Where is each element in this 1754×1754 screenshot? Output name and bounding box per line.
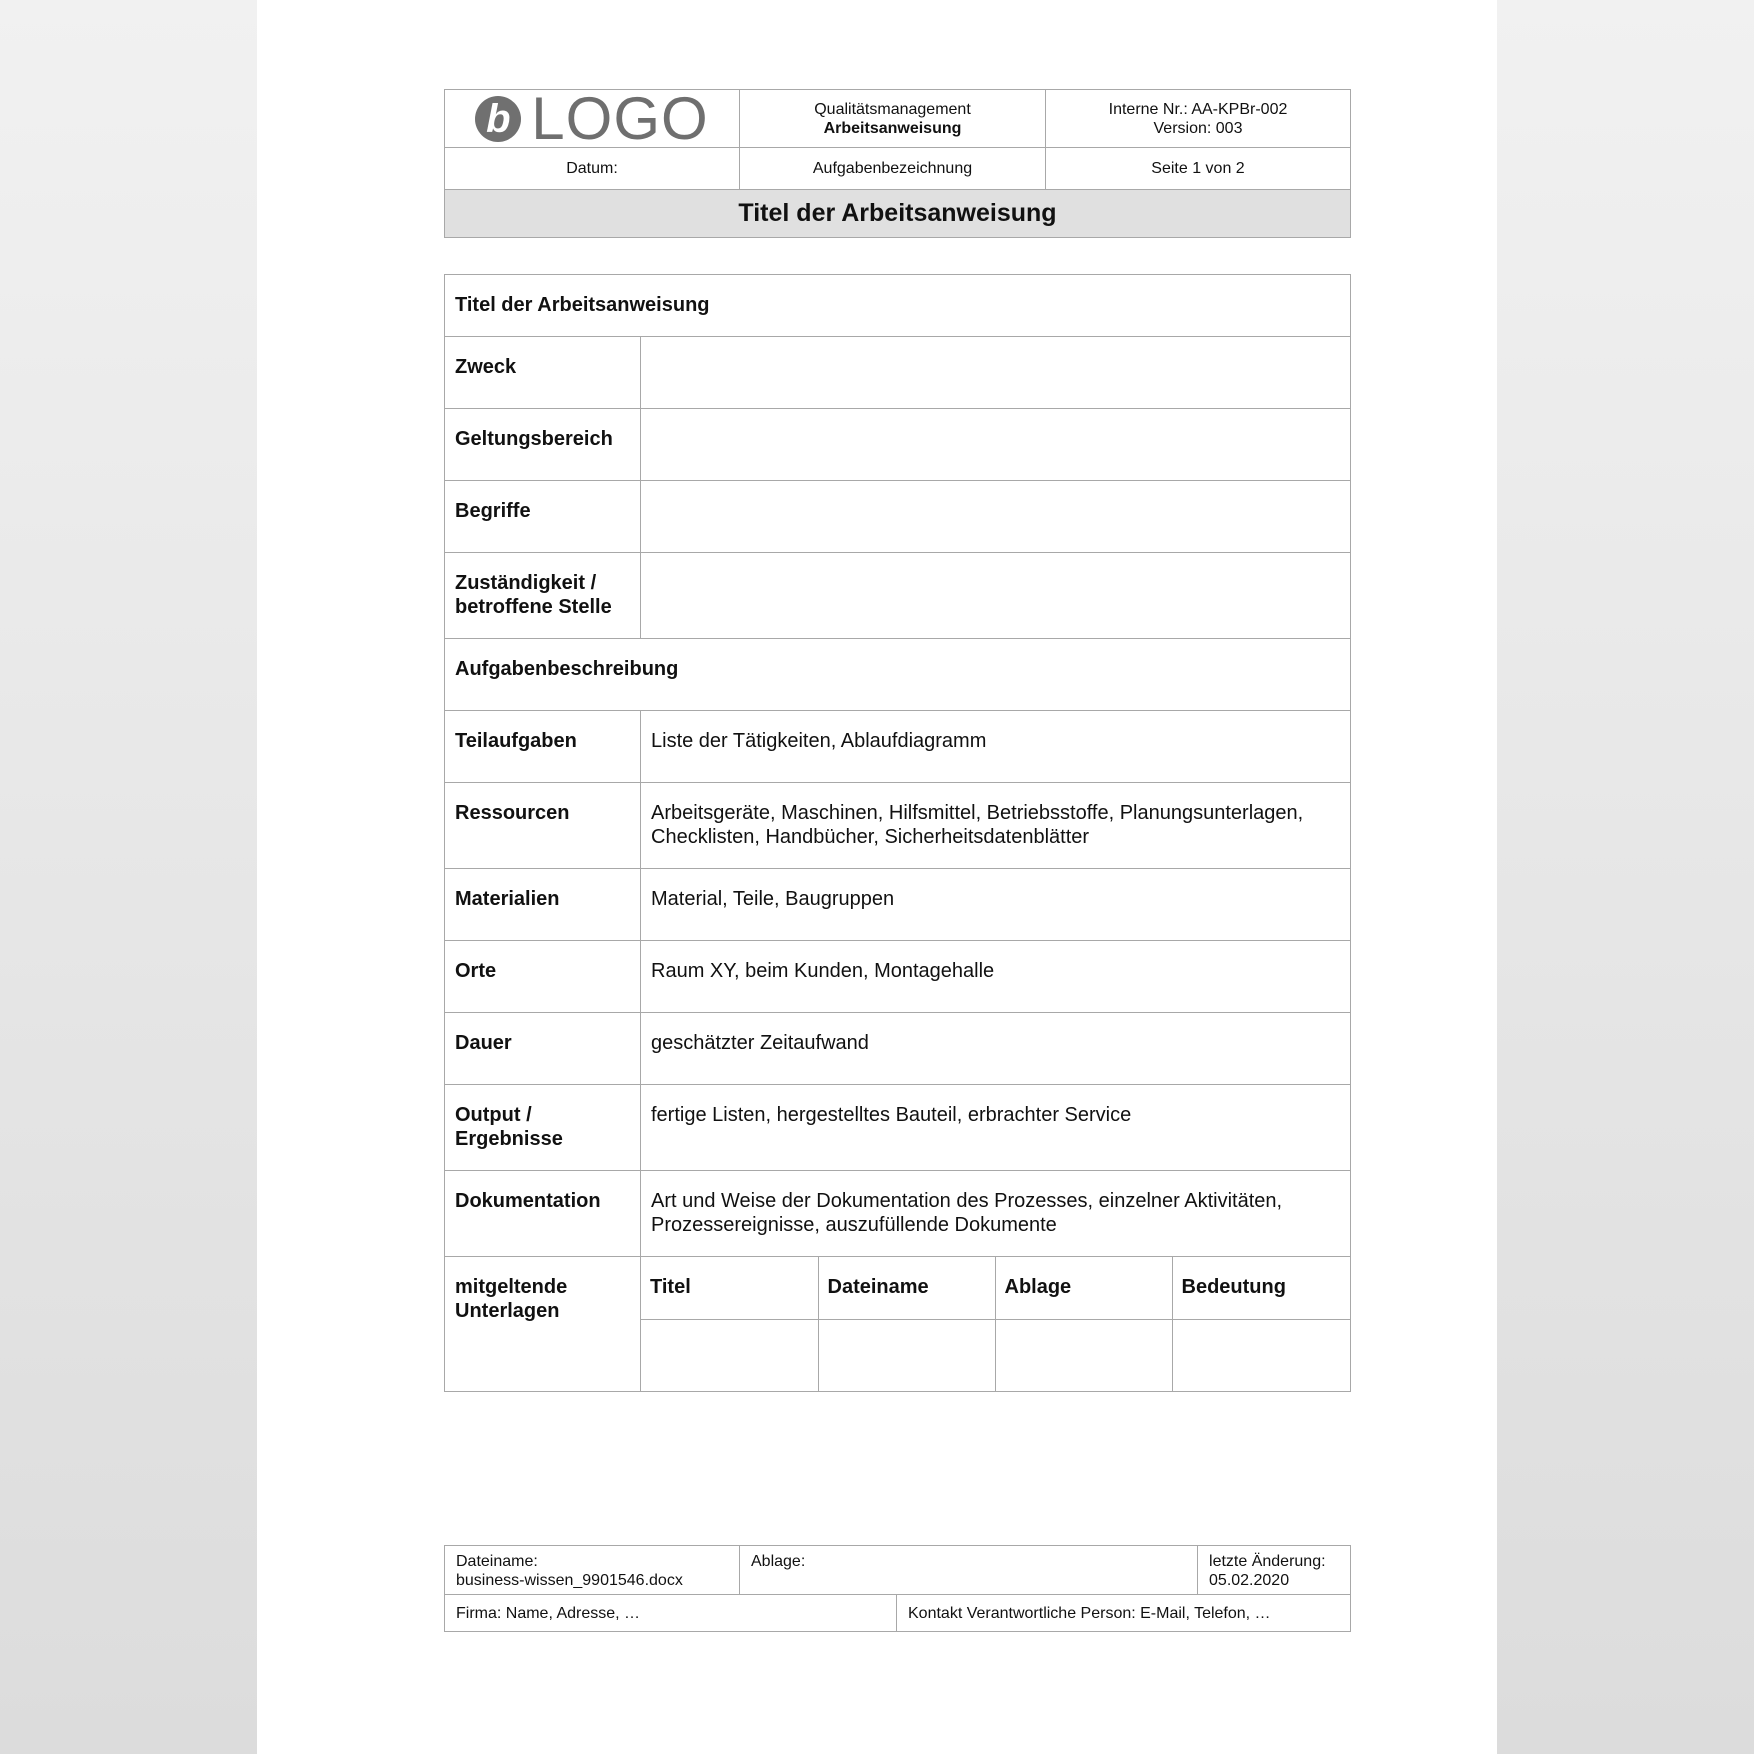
task-label: Aufgabenbezeichnung xyxy=(740,148,1046,190)
begriffe-label: Begriffe xyxy=(445,481,641,553)
version: Version: 003 xyxy=(1153,119,1243,137)
zweck-label: Zweck xyxy=(445,337,641,409)
logo-text: LOGO xyxy=(531,84,709,152)
dateiname-value: business-wissen_9901546.docx xyxy=(456,1572,683,1589)
zustaendigkeit-line-2: betroffene Stelle xyxy=(455,596,612,618)
logo-cell xyxy=(445,84,740,152)
mitgeltende-line-2: Unterlagen xyxy=(455,1300,560,1322)
ressourcen-label: Ressourcen xyxy=(445,783,641,869)
header-table xyxy=(444,84,1351,238)
zustaendigkeit-field[interactable] xyxy=(641,553,1351,639)
kontakt-cell: Kontakt Verantwortliche Person: E-Mail, Telefon, … xyxy=(897,1595,1351,1632)
zweck-field[interactable] xyxy=(641,337,1351,409)
qm-label: Qualitätsmanagement xyxy=(814,100,971,118)
date-label: Datum: xyxy=(445,148,740,190)
dokumentation-label: Dokumentation xyxy=(445,1171,641,1257)
aenderung-value: 05.02.2020 xyxy=(1209,1572,1290,1589)
dateiname-label: Dateiname: xyxy=(456,1553,538,1570)
ablage-cell xyxy=(740,1546,1198,1595)
page-indicator: Seite 1 von 2 xyxy=(1046,148,1351,190)
sub-cell-ablage[interactable] xyxy=(995,1319,1172,1391)
ablage-label: Ablage: xyxy=(751,1553,806,1570)
teilaufgaben-label: Teilaufgaben xyxy=(445,711,641,783)
dokumentation-line-2: Prozessereignisse, auszufüllende Dokumente xyxy=(651,1214,1057,1236)
mitgeltende-line-1: mitgeltende xyxy=(455,1276,568,1298)
work-instruction-table xyxy=(444,274,1351,1392)
begriffe-field[interactable] xyxy=(641,481,1351,553)
dateiname-cell xyxy=(445,1546,740,1595)
sub-header-bedeutung: Bedeutung xyxy=(1172,1257,1351,1319)
title-row: Titel der Arbeitsanweisung xyxy=(445,275,1351,337)
aenderung-cell xyxy=(1198,1546,1351,1595)
sub-header-dateiname: Dateiname xyxy=(818,1257,995,1319)
dauer-label: Dauer xyxy=(445,1013,641,1085)
dauer-value[interactable]: geschätzter Zeitaufwand xyxy=(641,1013,1351,1085)
output-value[interactable]: fertige Listen, hergestelltes Bauteil, erbrachter Service xyxy=(641,1085,1351,1171)
sub-cell-bedeutung[interactable] xyxy=(1172,1319,1351,1391)
output-line-1: Output / xyxy=(455,1104,532,1126)
sub-header-ablage: Ablage xyxy=(995,1257,1172,1319)
zustaendigkeit-line-1: Zuständigkeit / xyxy=(455,572,597,594)
doc-type: Arbeitsanweisung xyxy=(823,119,962,137)
ressourcen-value[interactable] xyxy=(641,783,1351,869)
sub-header-titel: Titel xyxy=(641,1257,818,1319)
teilaufgaben-value[interactable]: Liste der Tätigkeiten, Ablaufdiagramm xyxy=(641,711,1351,783)
geltungsbereich-label: Geltungsbereich xyxy=(445,409,641,481)
qm-cell xyxy=(740,90,1046,148)
zustaendigkeit-label xyxy=(445,553,641,639)
orte-label: Orte xyxy=(445,941,641,1013)
dokumentation-value[interactable] xyxy=(641,1171,1351,1257)
mitgeltende-label xyxy=(445,1257,641,1392)
firma-cell: Firma: Name, Adresse, … xyxy=(445,1595,897,1632)
sub-cell-titel[interactable] xyxy=(641,1319,818,1391)
document-title: Titel der Arbeitsanweisung xyxy=(445,190,1351,238)
mitgeltende-subtable xyxy=(641,1257,1351,1391)
output-label xyxy=(445,1085,641,1171)
aufgabenbeschreibung-row: Aufgabenbeschreibung xyxy=(445,639,1351,711)
doc-id-cell xyxy=(1046,90,1351,148)
output-line-2: Ergebnisse xyxy=(455,1128,563,1150)
logo-mark: b xyxy=(475,96,521,142)
footer-table xyxy=(444,1545,1351,1632)
ressourcen-line-1: Arbeitsgeräte, Maschinen, Hilfsmittel, Betriebsstoffe, Planungsunterlagen, xyxy=(651,802,1304,824)
mitgeltende-subtable-cell xyxy=(641,1257,1351,1392)
ressourcen-line-2: Checklisten, Handbücher, Sicherheitsdatenblätter xyxy=(651,826,1090,848)
aenderung-label: letzte Änderung: xyxy=(1209,1553,1326,1570)
sub-cell-dateiname[interactable] xyxy=(818,1319,995,1391)
internal-number: Interne Nr.: AA-KPBr-002 xyxy=(1108,100,1288,118)
geltungsbereich-field[interactable] xyxy=(641,409,1351,481)
company-logo xyxy=(445,84,739,152)
document-page xyxy=(257,0,1497,1754)
materialien-label: Materialien xyxy=(445,869,641,941)
dokumentation-line-1: Art und Weise der Dokumentation des Prozesses, einzelner Aktivitäten, xyxy=(651,1190,1283,1212)
orte-value[interactable]: Raum XY, beim Kunden, Montagehalle xyxy=(641,941,1351,1013)
materialien-value[interactable]: Material, Teile, Baugruppen xyxy=(641,869,1351,941)
